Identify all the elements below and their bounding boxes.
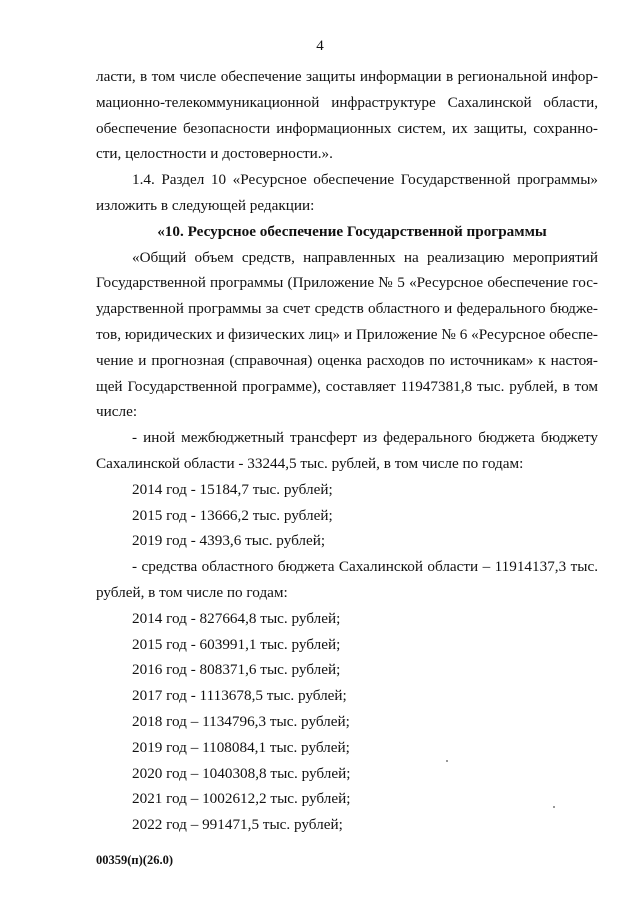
text-line: мационно-телекоммуникационной инфраструктуре Сахалинской области, (96, 93, 598, 111)
scan-speck (553, 806, 555, 808)
text-line: «Общий объем средств, направленных на реализацию мероприятий (132, 248, 598, 266)
text-line: - средства областного бюджета Сахалинской области – 11914137,3 тыс. (132, 558, 598, 576)
text-line: изложить в следующей редакции: (96, 196, 315, 214)
text-line: чение и прогнозная (справочная) оценка расходов по источникам» к настоя- (96, 351, 598, 369)
scan-speck (446, 760, 448, 762)
text-line: 2020 год – 1040308,8 тыс. рублей; (132, 764, 351, 782)
text-line: 2014 год - 827664,8 тыс. рублей; (132, 609, 341, 627)
text-line: 2018 год – 1134796,3 тыс. рублей; (132, 712, 350, 730)
text-line: сти, целостности и достоверности.». (96, 145, 333, 163)
text-line: Государственной программы (Приложение № 5 «Ресурсное обеспечение гос- (96, 274, 598, 292)
text-line: рублей, в том числе по годам: (96, 583, 288, 601)
text-line: ласти, в том числе обеспечение защиты информации в региональной инфор- (96, 68, 598, 85)
document-code: 00359(п)(26.0) (96, 853, 173, 867)
text-line: - иной межбюджетный трансферт из федерального бюджета бюджету (132, 429, 598, 447)
text-line: 2019 год - 4393,6 тыс. рублей; (132, 532, 326, 550)
text-line: 1.4. Раздел 10 «Ресурсное обеспечение Государственной программы» (132, 171, 598, 189)
text-line: 2021 год – 1002612,2 тыс. рублей; (132, 790, 351, 808)
text-line: щей Государственной программе), составляет 11947381,8 тыс. рублей, в том (96, 377, 598, 395)
text-line: 2014 год - 15184,7 тыс. рублей; (132, 480, 333, 498)
text-line: 2019 год – 1108084,1 тыс. рублей; (132, 738, 350, 756)
text-line: 2017 год - 1113678,5 тыс. рублей; (132, 687, 347, 705)
text-line: обеспечение безопасности информационных систем, их защиты, сохранно- (96, 119, 598, 137)
text-line: ударственной программы за счет средств областного и федерального бюдже- (96, 300, 598, 318)
document-body (96, 64, 598, 838)
text-line: 2022 год – 991471,5 тыс. рублей; (132, 816, 343, 834)
text-line: 2015 год - 13666,2 тыс. рублей; (132, 506, 333, 524)
text-line: тов, юридических и физических лиц» и Приложение № 6 «Ресурсное обеспе- (96, 325, 598, 343)
page-number: 4 (316, 38, 324, 54)
text-line: числе: (96, 403, 138, 421)
section-heading: «10. Ресурсное обеспечение Государственной программы (157, 222, 547, 240)
text-line: 2016 год - 808371,6 тыс. рублей; (132, 661, 341, 679)
text-line: Сахалинской области - 33244,5 тыс. рублей, в том числе по годам: (96, 454, 524, 472)
text-line: 2015 год - 603991,1 тыс. рублей; (132, 635, 341, 653)
